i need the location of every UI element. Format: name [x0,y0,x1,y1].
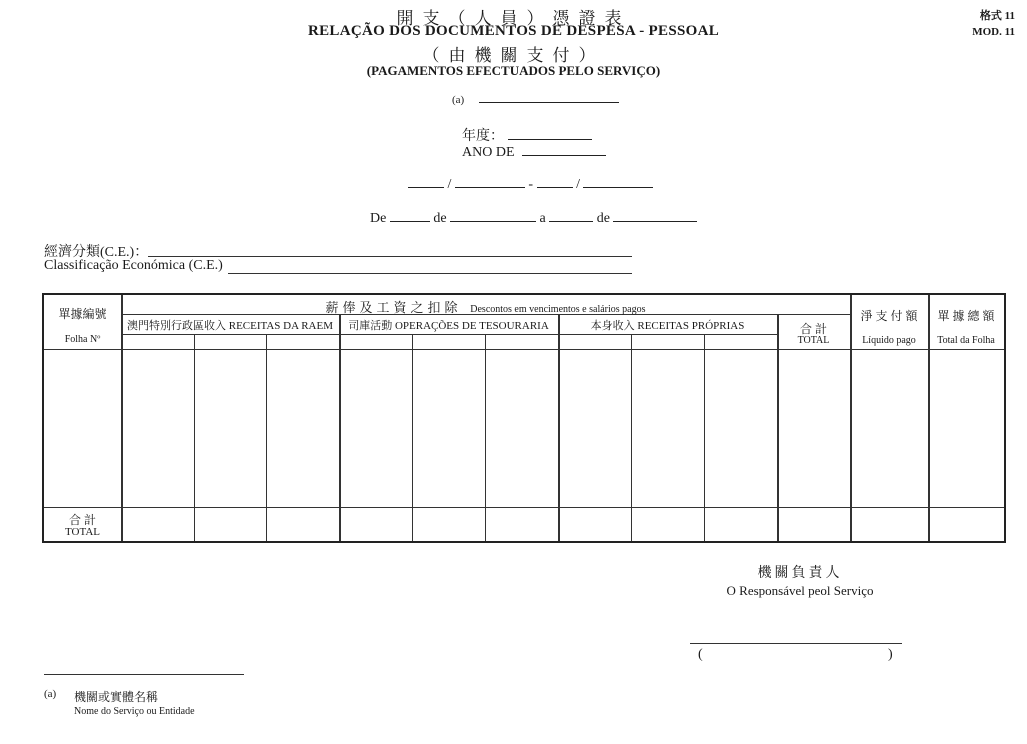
signature-block [700,562,900,599]
form-code-zh: 格式 11 [979,10,1015,22]
period-day-to[interactable] [549,209,593,222]
form-code [972,8,1015,40]
year-input-line[interactable] [508,127,592,140]
title-pt: RELAÇÃO DOS DOCUMENTOS DE DESPESA - PESSOAL [307,23,720,39]
period-month-from[interactable] [450,209,536,222]
footnote-zh: 機關或實體名稱 [74,690,159,704]
table-body-area[interactable] [44,350,1004,507]
date-dash: - [528,177,534,192]
date-month-to[interactable] [583,175,653,188]
col-total-folha-zh: 單 據 總 額 [937,309,995,323]
date-slash-1: / [447,177,452,192]
col-folha-zh: 單據編號 [58,307,107,321]
row-divider [121,334,777,335]
col-total-zh: 合 計 [799,322,827,336]
col-liquido-zh: 淨 支 付 額 [860,309,918,323]
a-label: (a) [452,94,465,106]
period-de3-label: de [596,211,610,226]
year-zh-field [462,125,592,145]
group-title-zh: 薪俸及工資之扣除 [325,300,462,315]
period-month-to[interactable] [613,209,697,222]
year-pt-input-line[interactable] [522,143,606,156]
subtitle-pt: (PAGAMENTOS EFECTUADOS PELO SERVIÇO) [366,63,661,78]
sub-receitas-proprias: 本身收入 RECEITAS PRÓPRIAS [590,320,745,332]
period-a-label: a [539,211,546,226]
signature-line[interactable] [690,643,902,644]
group-title-pt: Descontos em vencimentos e salários pagos [470,304,646,315]
ce-zh-line[interactable] [148,256,632,257]
sub-tesouraria: 司庫活動 OPERAÇÕES DE TESOURARIA [348,320,549,332]
date-month-from[interactable] [455,175,525,188]
ce-pt-field [44,258,223,274]
period-day-from[interactable] [390,209,430,222]
footnote-divider [44,674,244,675]
group-title [121,297,850,316]
col-total-pt: TOTAL [797,335,830,346]
footer-total-row[interactable] [122,508,1004,541]
ce-zh-label: 經濟分類(C.E.)： [44,245,149,260]
date-slash-2: / [576,177,580,192]
footer-total-zh: 合 計 [68,513,96,527]
col-liquido-pt: Líquido pago [862,335,916,346]
col-folha-pt: Folha Nº [64,334,101,345]
date-range [408,175,653,193]
year-pt-label: ANO DE [462,145,515,160]
period-de2-label: de [433,211,447,226]
date-day-to[interactable] [537,175,573,188]
a-input-line[interactable] [479,90,619,103]
period-field [370,209,697,227]
period-de-label: De [370,211,387,226]
a-field [452,90,619,106]
signature-paren-open: ( [698,647,703,662]
signature-paren-close: ) [888,647,893,662]
footer-total-pt: TOTAL [65,526,100,538]
footnote-pt: Nome do Serviço ou Entidade [74,706,195,717]
date-day-from[interactable] [408,175,444,188]
expense-table [42,293,1006,543]
year-zh-label: 年度： [462,129,504,144]
form-code-pt: MOD. 11 [972,26,1015,38]
year-pt-field [462,143,606,161]
ce-pt-label: Classificação Económica (C.E.) [44,258,223,273]
title-zh: 開支（人員）憑證表 [396,9,631,28]
col-total-folha-pt: Total da Folha [937,335,995,346]
subtitle-zh: （由機關支付） [422,46,605,65]
footnote-label: (a) [44,688,57,700]
sub-receitas-raem: 澳門特別行政區收入 RECEITAS DA RAEM [127,320,333,332]
signature-title-zh: 機關負責人 [757,566,843,581]
signature-title-pt: O Responsável peol Serviço [726,583,874,598]
ce-pt-line[interactable] [228,273,632,274]
